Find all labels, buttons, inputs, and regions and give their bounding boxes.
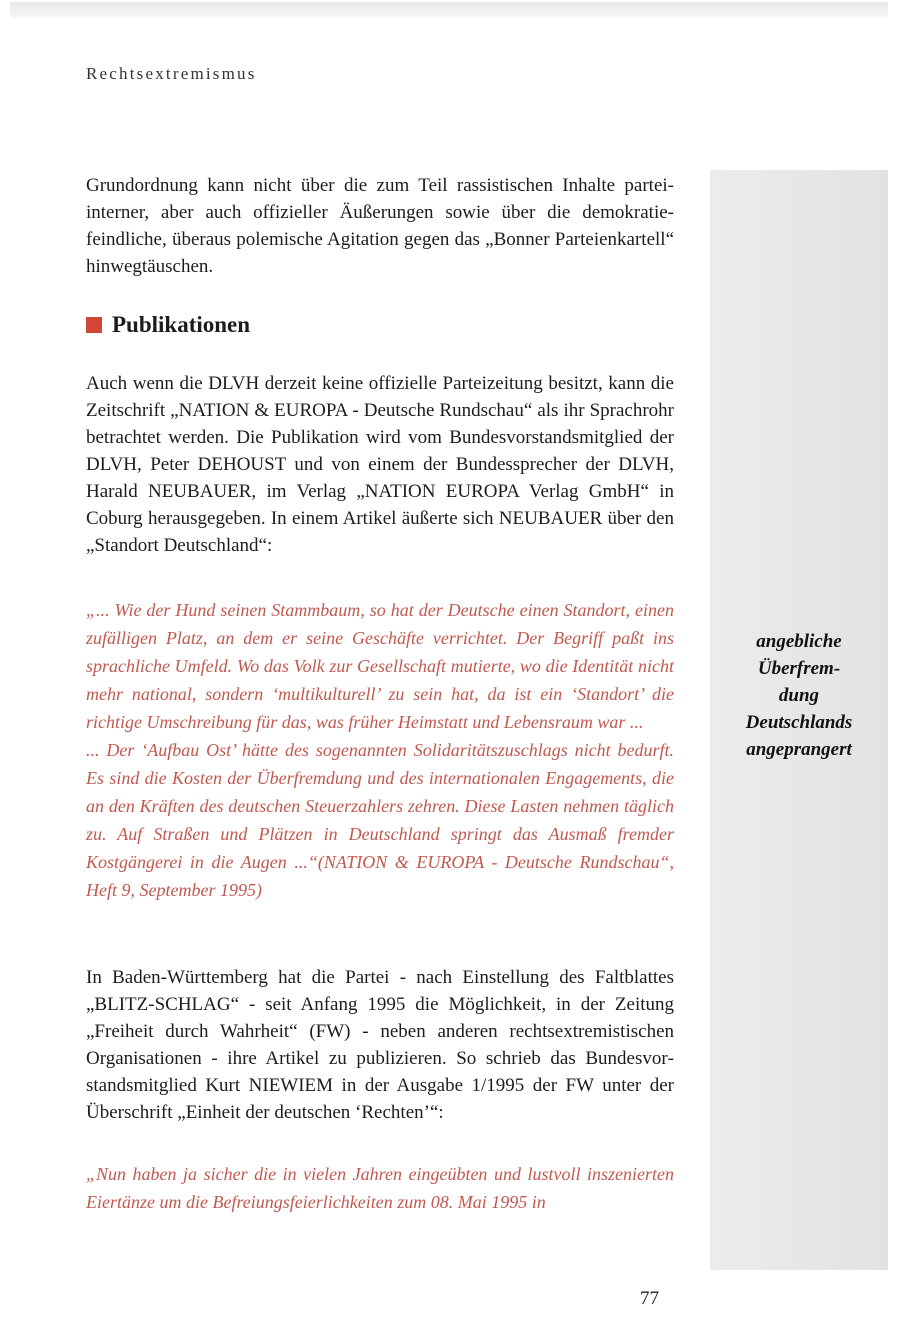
margin-note-line: dung xyxy=(778,685,820,706)
margin-note-line: Deutschlands xyxy=(745,712,853,733)
margin-note-line: angeprangert xyxy=(746,739,852,760)
quote-part-2: ... Der ‘Aufbau Ost’ hätte des sogenannten Solidaritätszuschlags nicht bedurft. Es sind die Kosten der Überfremdung und des internationalen Engagements, die an den Kräften des deutschen Steuerzahlers zehren. Diese Lasten nehmen täglich zu. Auf Straßen und Plätzen in Deutschland springt das Ausmaß fremder Kostgängerei in die Augen ...“(NATION & EUROPA - Deutsche Rundschau“, Heft 9, September 1995) xyxy=(86,740,674,900)
margin-note-line: angebliche xyxy=(756,631,842,652)
intro-paragraph: Grundordnung kann nicht über die zum Teil rassistischen Inhalte parteiinterner, aber auch offizieller Äußerungen sowie über die demokratiefeindliche, überaus polemische Agitation gegen das „Bonner Parteienkartell“ hinwegtäuschen. xyxy=(86,175,674,277)
margin-note-line: Überfrem- xyxy=(757,658,841,679)
quote-block-standort xyxy=(86,596,674,904)
section-paragraph: Auch wenn die DLVH derzeit keine offizielle Parteizeitung besitzt, kann die Zeitschrift „NATION & EUROPA - Deutsche Rundschau“ als ihr Sprachrohr betrachtet werden. Die Publikation wird vom Bundesvorstandsmitglied der DLVH, Peter DEHOUST und von einem der Bundessprecher der DLVH, Harald NEUBAUER, im Verlag „NATION EUROPA Verlag GmbH“ in Coburg herausgegeben. In einem Artikel äußerte sich NEUBAUER über den „Standort Deutschland“: xyxy=(86,373,674,556)
section-heading xyxy=(86,310,250,340)
top-scan-band xyxy=(10,2,888,18)
body-paragraph-baden-wuerttemberg: In Baden-Württemberg hat die Partei - nach Einstellung des Faltblattes „BLITZ-SCHLAG“ - seit Anfang 1995 die Möglichkeit, in der Zeitung „Freiheit durch Wahrheit“ (FW) - neben anderen rechtsextremistischen Organisationen - ihre Artikel zu publizieren. So schrieb das Bundesvorstandsmitglied Kurt NIEWIEM in der Ausgabe 1/1995 der FW unter der Überschrift „Einheit der deutschen ‘Rechten’“: xyxy=(86,967,674,1123)
quote-part-1: „... Wie der Hund seinen Stammbaum, so hat der Deutsche einen Standort, einen zufälligen Platz, an dem er seine Geschäfte verrichtet. Der Begriff paßt ins sprachliche Umfeld. Wo das Volk zur Gesellschaft mutierte, wo die Identität nicht mehr national, sondern ‘multikulturell’ zu sein hat, da ist ein ‘Standort’ die richtige Umschreibung für das, was früher Heimstatt und Lebensraum war ... xyxy=(86,600,674,732)
running-title: Rechtsextremismus xyxy=(86,64,257,83)
margin-note xyxy=(710,628,888,763)
square-bullet-icon xyxy=(86,317,102,333)
section-heading-text: Publikationen xyxy=(112,312,251,337)
page-number: 77 xyxy=(640,1288,659,1309)
quote-block-einheit: „Nun haben ja sicher die in vielen Jahren eingeübten und lustvoll inszenierten Eiertänze um die Befreiungsfeierlichkeiten zum 08. Mai 1995 in xyxy=(86,1164,674,1212)
